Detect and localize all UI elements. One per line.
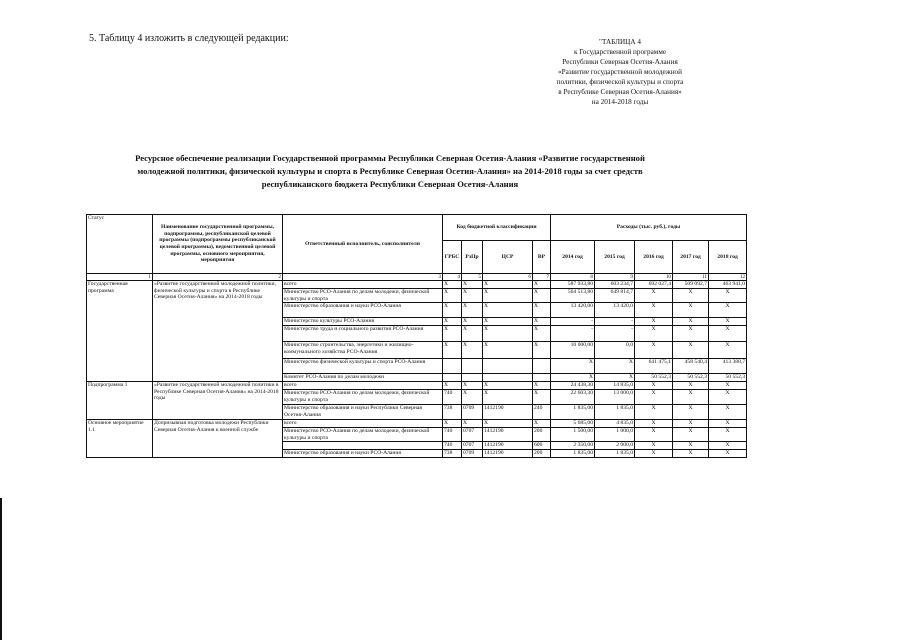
appendix-line: на 2014-2018 годы xyxy=(591,98,649,106)
row-expense-value: 1 000,0 xyxy=(595,428,635,442)
row-expense-value: X xyxy=(709,390,747,405)
row-vr: X xyxy=(533,326,551,342)
row-executor: Министерство образования и науки Республики Северная Осетия-Алания xyxy=(283,405,443,420)
row-status: Подпрограмма 1 xyxy=(87,382,153,420)
row-rzpr xyxy=(462,359,483,374)
column-number: 5 xyxy=(462,274,483,281)
row-csr: X xyxy=(483,326,533,342)
row-expense-value: X xyxy=(709,420,747,428)
row-grbs: X xyxy=(443,281,462,289)
row-expense-value: X xyxy=(635,450,673,458)
row-grbs: X xyxy=(443,420,462,428)
row-grbs: 738 xyxy=(443,405,462,420)
row-expense-value: X xyxy=(709,442,747,450)
row-csr: X xyxy=(483,303,533,318)
row-expense-value: 413 388,7 xyxy=(709,359,747,374)
header-year: 2017 год xyxy=(673,241,709,274)
row-expense-value: X xyxy=(551,359,595,374)
column-number: 12 xyxy=(709,274,747,281)
row-name: «Развитие государственной молодежной политики в Республике Северная Осетия-Алания» на 2014-2018 годы xyxy=(153,382,283,420)
title-line: республиканского бюджета Республики Северная Осетия-Алания xyxy=(261,179,519,189)
row-rzpr: 0709 xyxy=(462,405,483,420)
row-rzpr: X xyxy=(462,303,483,318)
row-executor: Министерство культуры РСО-Алания xyxy=(283,318,443,326)
row-vr: X xyxy=(533,289,551,303)
row-grbs: X xyxy=(443,303,462,318)
header-expenses-group: Расходы (тыс. руб.), годы xyxy=(551,215,747,241)
row-executor: Министерство труда и социального развития РСО-Алания xyxy=(283,326,443,342)
document-title xyxy=(95,152,685,191)
row-expense-value: 2 350,00 xyxy=(551,442,595,450)
header-year: 2014 год xyxy=(551,241,595,274)
row-grbs: X xyxy=(443,318,462,326)
row-grbs: 740 xyxy=(443,390,462,405)
row-csr: 1412190 xyxy=(483,450,533,458)
row-vr: X xyxy=(533,318,551,326)
appendix-line: в Республике Северная Осетия-Алания» xyxy=(558,88,682,96)
row-expense-value: 24 438,30 xyxy=(551,382,595,390)
appendix-line: Республики Северная Осетия-Алания xyxy=(562,58,678,66)
row-expense-value: X xyxy=(673,428,709,442)
row-csr: X xyxy=(483,289,533,303)
header-name: Наименование государственной программы, подпрограммы, республиканской целевой программы (подпрограммы республиканской целевой программы), ведомственной целевой программы, основного мероприятия, мероприятия xyxy=(153,215,283,274)
row-grbs: 740 xyxy=(443,428,462,442)
column-number-row xyxy=(87,274,747,281)
row-expense-value: 5 685,00 xyxy=(551,420,595,428)
row-executor: Комитет РСО-Алания по делам молодежи xyxy=(283,374,443,382)
row-expense-value: X xyxy=(635,382,673,390)
row-csr: X xyxy=(483,390,533,405)
row-csr: 1412190 xyxy=(483,428,533,442)
row-grbs: X xyxy=(443,289,462,303)
row-csr: X xyxy=(483,281,533,289)
row-rzpr: X xyxy=(462,420,483,428)
row-name: «Развитие государственной молодежной политики, физической культуры и спорта в Республике Северная Осетия-Алания» на 2014-2018 годы xyxy=(153,281,283,382)
scan-edge-line xyxy=(0,498,2,640)
row-rzpr: 0707 xyxy=(462,428,483,442)
row-expense-value: X xyxy=(673,420,709,428)
row-expense-value: 587 933,80 xyxy=(551,281,595,289)
row-expense-value: 603 234,7 xyxy=(595,281,635,289)
row-vr: X xyxy=(533,303,551,318)
row-expense-value: X xyxy=(673,318,709,326)
row-vr: 240 xyxy=(533,405,551,420)
row-expense-value: X xyxy=(709,450,747,458)
row-vr xyxy=(533,359,551,374)
row-executor: всего xyxy=(283,420,443,428)
row-expense-value: X xyxy=(635,326,673,342)
row-expense-value: X xyxy=(673,390,709,405)
row-expense-value: X xyxy=(709,303,747,318)
row-expense-value: X xyxy=(709,289,747,303)
row-vr: X xyxy=(533,342,551,359)
row-expense-value: 2 000,0 xyxy=(595,442,635,450)
row-expense-value: X xyxy=(635,390,673,405)
row-executor: Министерство РСО-Алания по делам молодежи, физической культуры и спорта xyxy=(283,390,443,405)
row-expense-value: 22 603,30 xyxy=(551,390,595,405)
row-expense-value: 564 513,80 xyxy=(551,289,595,303)
row-expense-value: 50 552,3 xyxy=(673,374,709,382)
row-expense-value: X xyxy=(635,318,673,326)
row-expense-value: X xyxy=(635,289,673,303)
row-expense-value: X xyxy=(635,420,673,428)
row-grbs: X xyxy=(443,342,462,359)
row-expense-value: X xyxy=(595,359,635,374)
table-row xyxy=(87,382,747,390)
row-expense-value: 50 552,3 xyxy=(709,374,747,382)
row-expense-value: 509 092,7 xyxy=(673,281,709,289)
row-rzpr xyxy=(462,374,483,382)
row-expense-value: 1 835,00 xyxy=(551,405,595,420)
row-vr xyxy=(533,374,551,382)
row-executor: Министерство образования и науки РСО-Алания xyxy=(283,303,443,318)
row-rzpr: X xyxy=(462,326,483,342)
row-expense-value: X xyxy=(673,450,709,458)
header-csr: ЦСР xyxy=(483,241,533,274)
column-number: 4 xyxy=(443,274,462,281)
resource-table xyxy=(86,214,747,458)
row-rzpr: 0709 xyxy=(462,450,483,458)
row-rzpr: X xyxy=(462,382,483,390)
row-expense-value: 1 835,0 xyxy=(595,450,635,458)
header-year: 2016 год xyxy=(635,241,673,274)
row-expense-value: X xyxy=(673,289,709,303)
row-csr: X xyxy=(483,342,533,359)
row-executor xyxy=(283,442,443,450)
row-csr: X xyxy=(483,420,533,428)
row-expense-value: 641 475,1 xyxy=(635,359,673,374)
row-expense-value: 649 814,7 xyxy=(595,289,635,303)
row-rzpr: 0707 xyxy=(462,442,483,450)
row-executor: всего xyxy=(283,382,443,390)
column-number: 3 xyxy=(283,274,443,281)
row-executor: Министерство РСО-Алания по делам молодежи, физической культуры и спорта xyxy=(283,289,443,303)
column-number: 7 xyxy=(533,274,551,281)
row-vr: X xyxy=(533,390,551,405)
row-expense-value: - xyxy=(551,318,595,326)
row-vr: X xyxy=(533,281,551,289)
header-grbs: ГРБС xyxy=(443,241,462,274)
column-number: 8 xyxy=(551,274,595,281)
row-expense-value: - xyxy=(551,326,595,342)
row-expense-value: X xyxy=(635,303,673,318)
row-grbs: X xyxy=(443,326,462,342)
row-csr: X xyxy=(483,382,533,390)
row-csr: X xyxy=(483,318,533,326)
row-executor: Министерство образования и науки РСО-Алания xyxy=(283,450,443,458)
row-expense-value: 1 835,0 xyxy=(595,405,635,420)
row-csr: 1412190 xyxy=(483,405,533,420)
row-expense-value: X xyxy=(635,342,673,359)
row-expense-value: 13 420,0 xyxy=(595,303,635,318)
row-expense-value: X xyxy=(635,405,673,420)
title-line: Ресурсное обеспечение реализации Государственной программы Республики Северная Осетия-Алания «Развитие государственной xyxy=(135,153,645,163)
row-expense-value: X xyxy=(673,342,709,359)
row-grbs: 740 xyxy=(443,442,462,450)
appendix-line: "ТАБЛИЦА 4 xyxy=(599,38,641,46)
row-vr: X xyxy=(533,382,551,390)
row-rzpr: X xyxy=(462,281,483,289)
appendix-line: к Государственной программе xyxy=(573,48,667,56)
row-csr xyxy=(483,359,533,374)
row-grbs xyxy=(443,374,462,382)
row-executor: Министерство строительства, энергетики и жилищно-коммунального хозяйства РСО-Алания xyxy=(283,342,443,359)
table-row xyxy=(87,281,747,289)
column-number: 2 xyxy=(153,274,283,281)
row-expense-value: X xyxy=(673,326,709,342)
row-expense-value: X xyxy=(709,428,747,442)
appendix-line: политики, физической культуры и спорта xyxy=(556,78,684,86)
row-vr: 200 xyxy=(533,428,551,442)
row-expense-value: 692 027,4 xyxy=(635,281,673,289)
row-expense-value: X xyxy=(673,405,709,420)
row-expense-value: - xyxy=(595,318,635,326)
row-expense-value: 458 540,4 xyxy=(673,359,709,374)
header-rzpr: РзПр xyxy=(462,241,483,274)
header-year: 2018 год xyxy=(709,241,747,274)
row-expense-value: 13 420,00 xyxy=(551,303,595,318)
row-expense-value: X xyxy=(709,318,747,326)
header-year: 2015 год xyxy=(595,241,635,274)
row-vr: X xyxy=(533,420,551,428)
row-grbs: X xyxy=(443,382,462,390)
appendix-line: «Развитие государственной молодежной xyxy=(558,68,682,76)
row-expense-value: X xyxy=(673,303,709,318)
row-expense-value: X xyxy=(595,374,635,382)
column-number: 1 xyxy=(87,274,153,281)
column-number: 6 xyxy=(483,274,533,281)
appendix-note xyxy=(490,37,750,107)
title-line: молодежной политики, физической культуры и спорта в Республике Северная Осетия-Алания» на 2014-2018 годы за счет средств xyxy=(137,166,643,176)
row-rzpr: X xyxy=(462,342,483,359)
row-rzpr: X xyxy=(462,289,483,303)
row-name: Допризывная подготовка молодежи Республики Северная Осетия-Алания к военной службе xyxy=(153,420,283,458)
row-rzpr: X xyxy=(462,390,483,405)
row-status: Основное мероприятие 1.1 xyxy=(87,420,153,458)
row-expense-value: X xyxy=(709,342,747,359)
row-expense-value: - xyxy=(595,326,635,342)
row-vr: 600 xyxy=(533,442,551,450)
row-expense-value: X xyxy=(673,442,709,450)
row-expense-value: X xyxy=(709,326,747,342)
row-expense-value: 50 552,3 xyxy=(635,374,673,382)
row-expense-value: 0,0 xyxy=(595,342,635,359)
column-number: 9 xyxy=(595,274,635,281)
row-executor: Министерство РСО-Алания по делам молодежи, физической культуры и спорта xyxy=(283,428,443,442)
row-expense-value: X xyxy=(635,442,673,450)
row-expense-value: X xyxy=(709,382,747,390)
row-expense-value: X xyxy=(673,382,709,390)
header-executor: Ответственный исполнитель, соисполнители xyxy=(283,215,443,274)
row-expense-value: 14 835,0 xyxy=(595,382,635,390)
header-status: Статус xyxy=(87,215,153,274)
row-expense-value: 1 835,00 xyxy=(551,450,595,458)
row-executor: всего xyxy=(283,281,443,289)
table-row xyxy=(87,420,747,428)
row-expense-value: 4 835,0 xyxy=(595,420,635,428)
row-rzpr: X xyxy=(462,318,483,326)
table-body xyxy=(87,281,747,458)
intro-text: 5. Таблицу 4 изложить в следующей редакции: xyxy=(89,33,289,44)
row-expense-value: 463 941,0 xyxy=(709,281,747,289)
header-vr: ВР xyxy=(533,241,551,274)
row-vr: 200 xyxy=(533,450,551,458)
row-grbs xyxy=(443,359,462,374)
row-expense-value: 1 500,00 xyxy=(551,428,595,442)
row-csr xyxy=(483,374,533,382)
row-expense-value: X xyxy=(551,374,595,382)
row-status: Государственная программа xyxy=(87,281,153,382)
row-csr: 1412190 xyxy=(483,442,533,450)
row-expense-value: 13 000,0 xyxy=(595,390,635,405)
row-expense-value: X xyxy=(709,405,747,420)
row-expense-value: X xyxy=(635,428,673,442)
row-executor: Министерство физической культуры и спорта РСО-Алания xyxy=(283,359,443,374)
column-number: 10 xyxy=(635,274,673,281)
column-number: 11 xyxy=(673,274,709,281)
header-budget-group: Код бюджетной классификации xyxy=(443,215,551,241)
row-grbs: 738 xyxy=(443,450,462,458)
row-expense-value: 10 000,00 xyxy=(551,342,595,359)
